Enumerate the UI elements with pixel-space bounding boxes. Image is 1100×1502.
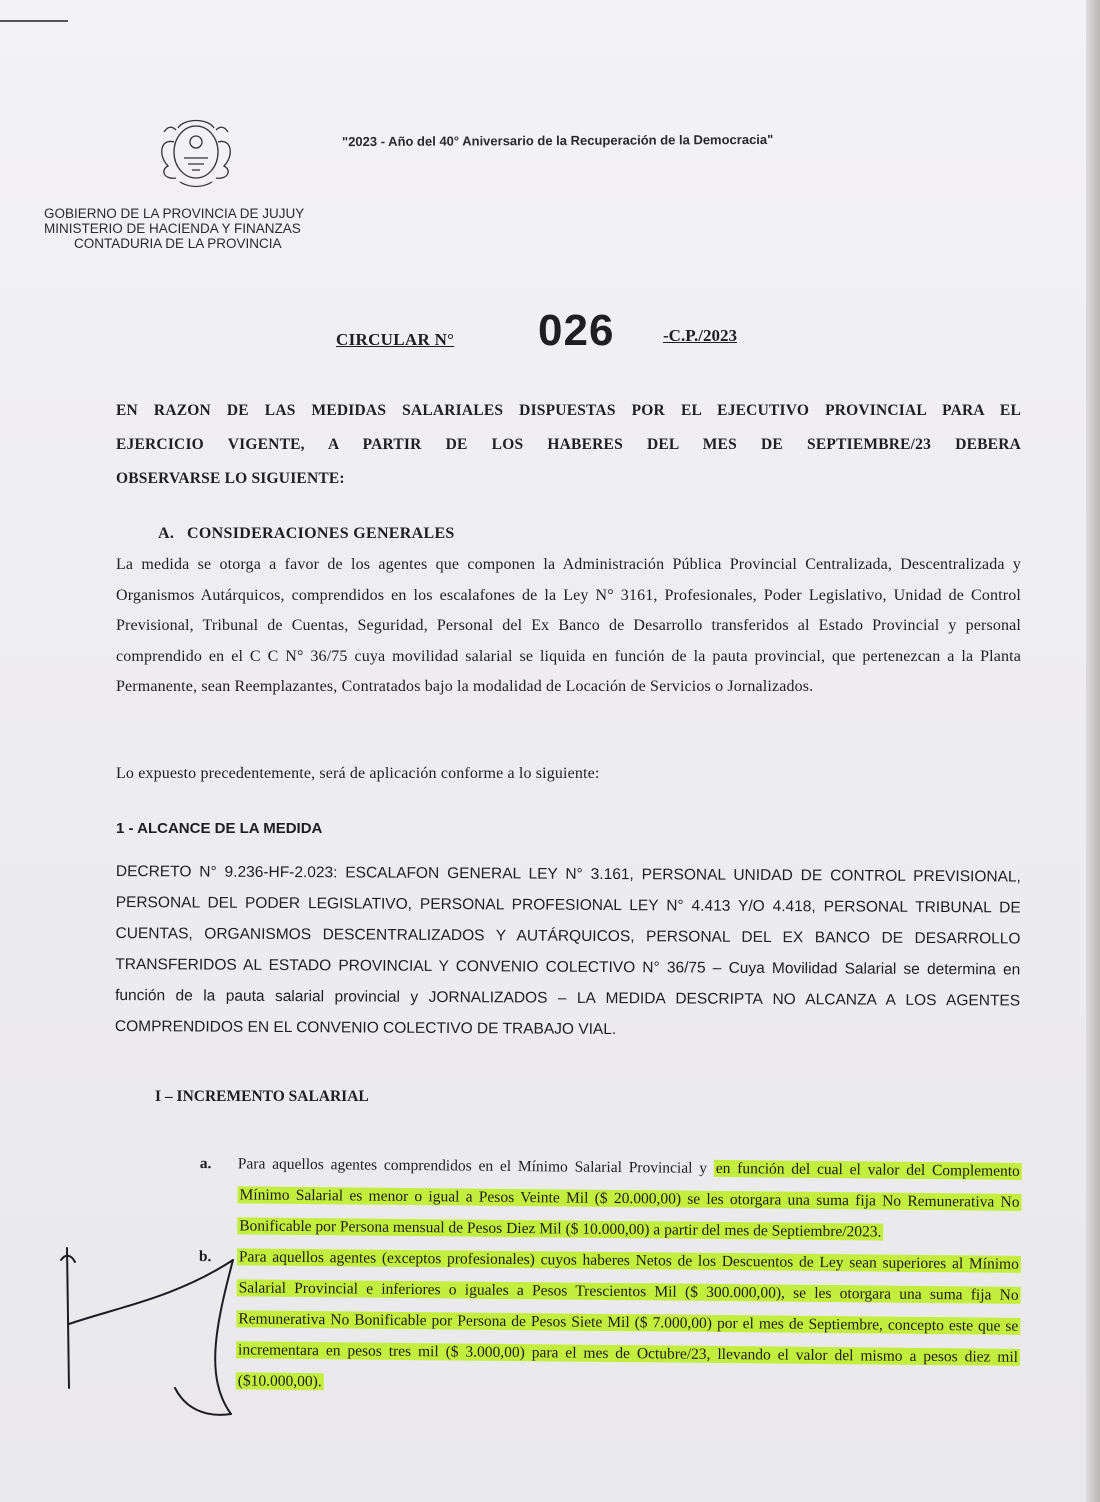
highlighted-text: Para aquellos agentes (exceptos profesionales) cuyos haberes Netos de los Descuentos de Ley sean superiores al Mínimo Salarial Provincial e inferiores o iguales a Pesos Trescientos Mil ($ 300.000,00), se les otorgara una suma fija No Remunerativa No Bonificable por Persona de Pesos Siete Mil ($ 7.000,00) por el mes de Septiembre, concepto este que se incrementara en pesos tres mil ($ 3.000,00) para el mes de Octubre/23, llevando el valor del mismo a pesos diez mil ($10.000,00). xyxy=(237,1248,1020,1391)
section-a-heading: A. CONSIDERACIONES GENERALES xyxy=(158,525,455,542)
intro-line: EN RAZON DE LAS MEDIDAS SALARIALES DISPUESTAS POR EL EJECUTIVO PROVINCIAL PARA EL xyxy=(116,402,1021,419)
item-marker: b. xyxy=(198,1247,212,1266)
org-accounting-office: CONTADURIA DE LA PROVINCIA xyxy=(74,236,282,251)
intro-line: EJERCICIO VIGENTE, A PARTIR DE LOS HABERES DEL MES DE SEPTIEMBRE/23 DEBERA xyxy=(116,436,1021,453)
section-a-paragraph: La medida se otorga a favor de los agentes que componen la Administración Pública Provincial Centralizada, Descentralizada y Organismos Autárquicos, comprendidos en los escalafones de la Ley N° 3161, Profesionales, Poder Legislativo, Unidad de Control Previsional, Tribunal de Cuentas, Seguridad, Personal del Ex Banco de Desarrollo transferidos al Estado Provincial y personal comprendido en el C C N° 36/75 cuya movilidad salarial se liquida en función de la pauta provincial, que pertenezcan a la Planta Permanente, sean Reemplazantes, Contratados bajo la modalidad de Locación de Servicios o Jornalizados. xyxy=(116,556,1021,695)
page-edge-shadow xyxy=(1086,0,1100,1502)
org-government: GOBIERNO DE LA PROVINCIA DE JUJUY xyxy=(44,206,305,221)
item-plain-text: Para aquellos agentes comprendidos en el Mínimo Salarial Provincial y xyxy=(237,1155,714,1177)
item-text xyxy=(236,1241,1021,1404)
commemorative-motto: "2023 - Año del 40° Aniversario de la Recuperación de la Democracia" xyxy=(341,131,774,150)
circular-number: 026 xyxy=(538,306,615,355)
intro-paragraph xyxy=(116,394,1021,496)
issuing-organization xyxy=(44,206,364,251)
highlighted-text: en función del cual el valor del Complemento Mínimo Salarial es menor o igual a Pesos Veinte Mil ($ 20.000,00) se les otorgara una suma fija No Remunerativa No Bonificable por Persona mensual de Pesos Diez Mil ($ 10.000,00) a partir del mes de Septiembre/2023. xyxy=(239,1159,1020,1241)
item-marker: a. xyxy=(199,1154,212,1173)
intro-line: OBSERVARSE LO SIGUIENTE: xyxy=(116,470,345,487)
section-1-heading: 1 - ALCANCE DE LA MEDIDA xyxy=(116,820,323,837)
salary-items-list xyxy=(198,1148,1022,1404)
circular-suffix: -C.P./2023 xyxy=(663,326,737,345)
org-ministry: MINISTERIO DE HACIENDA Y FINANZAS xyxy=(44,221,301,236)
item-text xyxy=(237,1148,1022,1249)
list-item xyxy=(199,1148,1022,1249)
handwritten-pen-mark xyxy=(55,1238,255,1438)
circular-label: CIRCULAR N° xyxy=(336,330,455,349)
section-i-heading: I – INCREMENTO SALARIAL xyxy=(155,1088,369,1105)
provincial-coat-of-arms-icon xyxy=(150,112,242,188)
decree-paragraph: DECRETO N° 9.236-HF-2.023: ESCALAFON GENERAL LEY N° 3.161, PERSONAL UNIDAD DE CONTROL PREVISIONAL, PERSONAL DEL PODER LEGISLATIVO, PERSONAL PROFESIONAL LEY N° 4.413 Y/O 4.418, PERSONAL TRIBUNAL DE CUENTAS, ORGANISMOS DESCENTRALIZADOS Y AUTÁRQUICOS, PERSONAL DEL EX BANCO DE DESARROLLO TRANSFERIDOS AL ESTADO PROVINCIAL Y CONVENIO COLECTIVO N° 36/75 – Cuya Movilidad Salarial se determina en función de la pauta salarial provincial y JORNALIZADOS – LA MEDIDA DESCRIPTA NO ALCANZA A LOS AGENTES COMPRENDIDOS EN EL CONVENIO COLECTIVO DE TRABAJO VIAL. xyxy=(114,862,1021,1039)
section-a-closing: Lo expuesto precedentemente, será de aplicación conforme a lo siguiente: xyxy=(116,765,600,782)
list-item xyxy=(198,1241,1021,1404)
scan-edge-mark xyxy=(0,20,68,22)
